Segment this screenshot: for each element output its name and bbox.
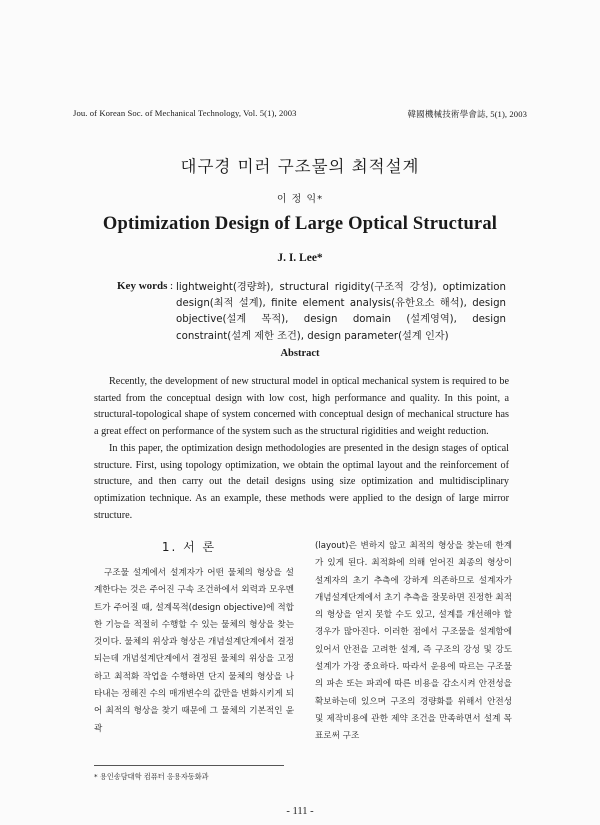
body-column-right — [315, 538, 512, 746]
body-paragraph-right: (layout)은 변하지 않고 최적의 형상을 찾는데 한계가 있게 된다. 최적화에 의해 얻어진 최종의 형상이 설계자의 초기 추측에 강하게 의존하므로 설계자가 개념설계단계에서 초기 추측을 잘못하면 진정한 최적의 형상을 얻지 못할 수도 있고, 설계를 개선해야 할 경우가 많아진다. 이러한 점에서 구조물을 설계함에 있어서 안전을 고려한 설계, 즉 구조의 강성 및 강도 설계가 가장 중요하다. 따라서 운용에 따르는 구조물의 파손 또는 파괴에 따른 비용을 감소시켜 안전성을 확보하는데 있으며 구조의 경량화를 위해서 안전성 및 제작비용에 관한 제약 조건을 만족하면서 설계 목표로써 구조 — [315, 541, 512, 742]
running-header-journal: Jou. of Korean Soc. of Mechanical Technology, Vol. 5(1), 2003 — [73, 108, 297, 118]
author-korean: 이 정 익* — [276, 194, 324, 205]
abstract-paragraph-2: In this paper, the optimization design methodologies are presented in the design stages of optical structure. First, using topology optimization, we obtain the optimal layout and the reinforcement of structure, and then carry out the detail designs using size optimization and multidisciplinary optimization technique. As an example, these methods were applied to the design of large mirror structure. — [94, 442, 509, 521]
abstract-paragraph-1: Recently, the development of new structural model in optical mechanical system is required to be started from the conceptual design with low cost, high performance and quality. In this point, a structural-topological shape of system concerned with conceptual design of mechanical structure has a great effect on performance of the system such as the structural rigidities and weight reduction. — [94, 376, 509, 438]
abstract-body — [94, 374, 509, 524]
keywords-label: Key words — [117, 280, 168, 292]
title-english: Optimization Design of Large Optical Structural — [102, 214, 498, 234]
keywords-text: lightweight(경량화), structural rigidity(구조적 강성), optimization design(최적 설계), finite element analysis(유한요소 해석), design objective(설계 목적), design domain (설계영역), design constraint(설계 제한 조건), design parameter(설계 인자) — [176, 282, 506, 342]
title-korean: 대구경 미러 구조물의 최적설계 — [180, 157, 420, 176]
running-header-journal-korean: 韓國機械技術學會誌, 5(1), 2003 — [407, 109, 527, 119]
abstract-heading: Abstract — [280, 348, 320, 359]
body-paragraph-left: 구조물 설계에서 설계자가 어떤 물체의 형상을 설계한다는 것은 주어진 구속 조건하에서 외력과 모우멘트가 주어질 때, 설계목적(design objective)에 적합한 기능을 적절히 수행할 수 있는 물체의 형상을 찾는 것이다. 물체의 위상과 형상은 개념설계단계에서 결정되는데 개념설계단계에서 결정된 물체의 위상을 고정하고 최적화 작업을 수행하면 단지 물체의 형상을 나타내는 정해진 수의 매개변수의 값만을 변화시키게 되어 최적의 형상을 찾기 때문에 그 물체의 기본적인 윤곽 — [94, 568, 294, 734]
page-number: - 111 - — [286, 806, 314, 817]
section-heading-introduction: 1. 서 론 — [161, 540, 217, 554]
footnote-divider — [94, 765, 284, 766]
keywords-colon: : — [170, 280, 174, 292]
footnote-affiliation: * 용인송담대학 컴퓨터 응용자동화과 — [94, 772, 209, 781]
author-english: J. I. Lee* — [277, 252, 323, 264]
body-column-left — [94, 565, 294, 738]
